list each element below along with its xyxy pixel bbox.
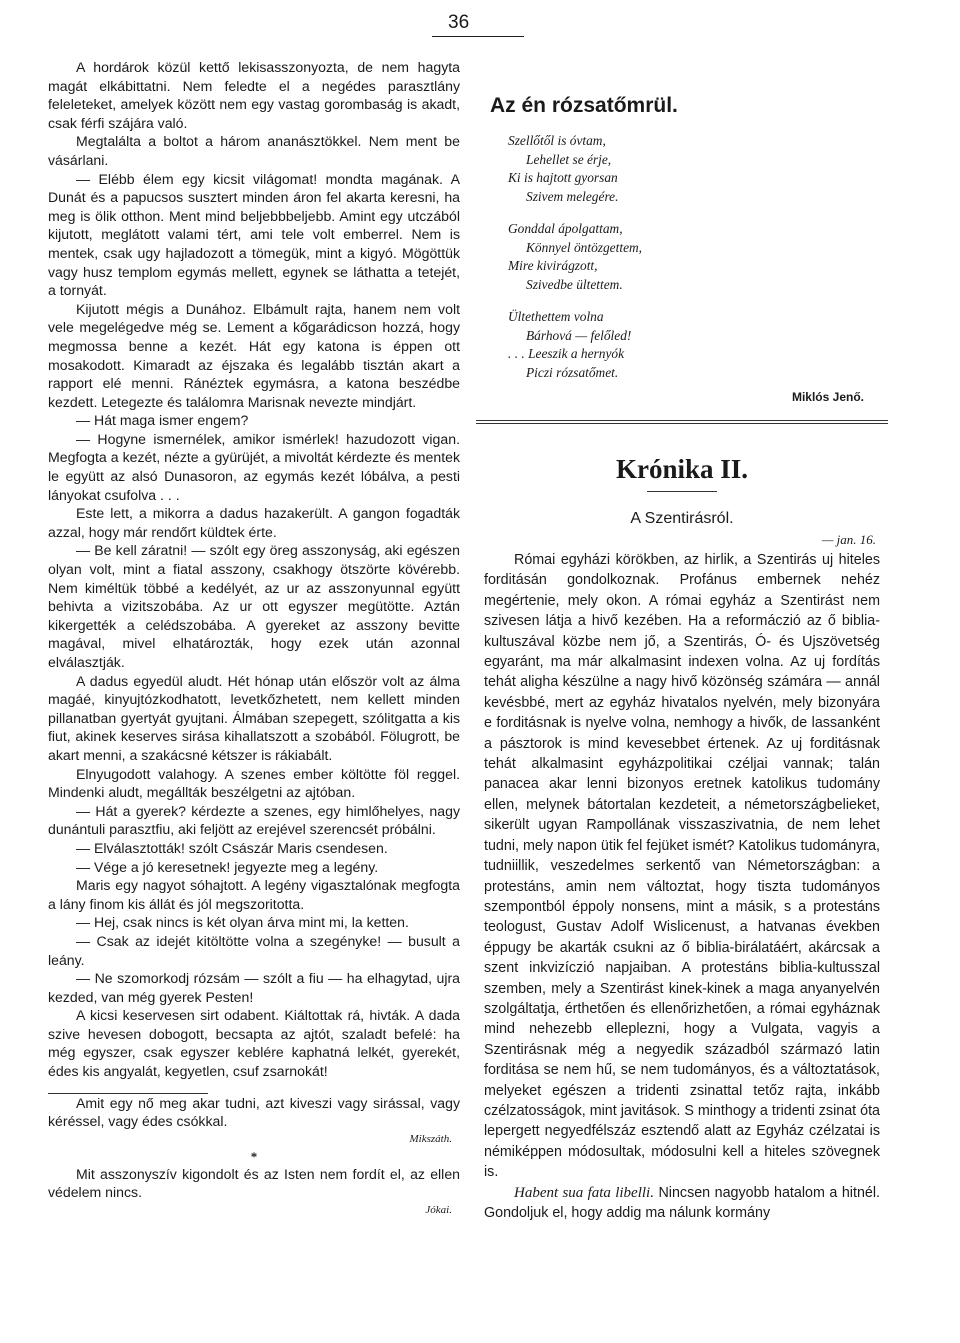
footnote-separator: *	[250, 1148, 258, 1164]
story-paragraph: — Csak az idejét kitöltötte volna a szegényke! — busult a leány.	[48, 932, 460, 968]
story-column	[48, 58, 460, 1216]
story-text	[48, 58, 460, 1081]
latin-quote: Habent sua fata libelli.	[514, 1184, 654, 1201]
story-paragraph: — Elválasztották! szólt Császár Maris csendesen.	[76, 839, 388, 856]
story-paragraph: Megtalálta a boltot a három ananásztökkel. Nem ment be vásárlani.	[48, 133, 460, 168]
chronicle-text	[484, 550, 880, 1183]
footnote-author-2: Jókai.	[425, 1204, 452, 1217]
poem-line: Mire kivirágzott,	[508, 258, 598, 273]
poem-line: Könnyel öntözgettem,	[526, 239, 643, 255]
final-text: Nincsen nagyobb hatalom a hitnél. Gondoljuk el, hogy addig ma nálunk kormány	[484, 1184, 880, 1221]
header-rule	[432, 36, 524, 37]
poem-line: Lehellet se érje,	[526, 151, 612, 167]
story-paragraph: — Hej, csak nincs is két olyan árva mint mi, la ketten.	[76, 914, 409, 931]
chronicle-dateline: — jan. 16.	[821, 532, 876, 547]
poem-stanza	[508, 220, 880, 294]
poem-line: . . . Leeszik a hernyók	[508, 346, 625, 361]
story-paragraph: — Vége a jó keresetnek! jegyezte meg a legény.	[76, 858, 379, 875]
footnote-author-1: Mikszáth.	[409, 1132, 452, 1145]
story-paragraph: — Be kell záratni! — szólt egy öreg asszonyság, aki egészen olyan volt, mint a fiatal asszony, csakhogy ötszörte kövérebb. Nem kiméltük többé a kedélyét, az ur az asszonyunnal együtt behivta a vizitszobába. Az ur ott egyszer megütötte. Aztán kikergették a celédszobába. A gyereket az asszony bevitte magával, mivel elhatározták, hogy ezek után azonnal elválasztják.	[48, 542, 460, 670]
footnote-quote-1: Amit egy nő meg akar tudni, azt kiveszi vagy sirással, vagy kéréssel, vagy édes csókkal.	[48, 1094, 460, 1130]
story-paragraph: Elnyugodott valahogy. A szenes ember költötte föl reggel. Mindenki aludt, megállták beszélgetni az ajtóban.	[48, 765, 460, 801]
section-divider	[476, 420, 888, 424]
poem-title: Az én rózsatőmrül.	[490, 94, 678, 117]
title-rule	[647, 491, 717, 492]
story-paragraph: A hordárok közül kettő lekisasszonyozta, de nem hagyta magát elkábittatni. Nem feledte el a negédes parasztlány feleleteket, amelyek között nem egy vastag gorombaság is akadt, csak férfi szájára való.	[48, 59, 460, 131]
poem-line: Bárhová — felőled!	[526, 327, 632, 343]
chronicle-subtitle: A Szentirásról.	[630, 510, 734, 527]
story-paragraph: Kijutott mégis a Dunához. Elbámult rajta, hanem nem volt vele megelégedve még se. Lement a kőgarádicson hozzá, hogy megmossa benne a kezét. Hát egy katona is éppen ott mosakodott. Kimaradt az éjszaka és legalább tisztán akart a rapport elé menni. Ránéztek egymásra, a katona beszédbe kezdett. Letegezte és találomra Marisnak nevezte mindjárt.	[48, 300, 460, 410]
story-paragraph: — Ne szomorkodj rózsám — szólt a fiu — ha elhagytad, ujra kezded, van még gyerek Pesten!	[48, 970, 460, 1005]
story-paragraph: — Hát maga ismer engem?	[76, 412, 249, 429]
poem-line: Szellőtől is óvtam,	[508, 133, 606, 148]
chronicle-paragraph: Római egyházi körökben, az hirlik, a Szentirás uj hiteles forditásán gondolkoznak. Profánus embernek nehéz megértenie, mely okon. A római egyház a Szentirást nem szivesen látja a hivő kezében. Ha a reformáczió az ő biblia-kultuszával közbe nem jő, a Szentirás, Ó- és Ujszövetség egyaránt, ma már alkalmasint indexen volna. Az uj fordítás tehát aligha készülne a nagy hivő közönség számára — annál kevésbbé, mert az egyház hivatalos nyelvén, mely bizonyára e forditásnak is nyelve volna, nemhogy a hivők, de lassanként a pásztorok is mind kevesebbet értenek. Az uj forditásnak tehát alkalmasint egyházpolitikai czéljai vannak; talán panacea akar lenni bizonyos eretnek katolikus tudomány ellen, melynek bátortalan kezdeteit, a németországbelieket, sikerült ugyan Rampollának visszaszivatnia, de nem lehet tudni, mely napon ütik fel fejüket ismét? Katolikus tudományra, tudniillik, veszedelmes serkentő van Németországban: a protestáns, amin nem változtat, hogy tiszta tudományos szempontból éppoly nonsens, mint a másik, s a protestáns teologust, Gustav Adolf Wislicenust, a hatvanas években éppugy be akarták csukni az ő biblia-birálatáért, akárcsak a szent inkvizíczió napjaiban. A protestáns biblia-kultusszal szemben, mely a Szentirást kinek-kinek a maga anyanyelvén szolgáltatja, érthetően és ellenőrizhetően, a római egyháznak mind nehezebb elleplezni, hogy a Vulgata, vagyis a Szentirásnak még a negyedik századból származó latin forditása se nem hű, se nem tudományos, és a változtatások, melyeket egészen a tridenti zsinattal tetőz rajta, inkább czélzatosságok, mint javitások. S minthogy a tridenti zsinat óta lepergett negyedfélszáz esztendő alatt az Egyház czélzatai is némiképpen módosultak, módosulni kell a hiteles szövegnek is.	[484, 552, 880, 1181]
poem-line: Szivedbe ültettem.	[526, 276, 623, 292]
story-paragraph: — Hogyne ismernélek, amikor ismérlek! hazudozott vigan. Megfogta a kezét, nézte a gyürüjét, a mivoltát kérdezte és mentek le együtt az alsó Dunasoron, az egymás kezét lóbálva, a pesti lányokat csufolva . . .	[48, 430, 460, 503]
poem-author: Miklós Jenő.	[791, 390, 864, 404]
footnote-quote-2: Mit asszonyszív kigondolt és az Isten nem fordít el, az ellen védelem nincs.	[48, 1165, 460, 1201]
poem-body	[484, 132, 880, 382]
story-paragraph: A kicsi keservesen sirt odabent. Kiáltottak rá, hivták. A dada szive hevesen dobogott, becsapta az ajtót, szaladt befelé: ha még egyszer, csak egyszer keblére kaphatná lelkét, gyerekét, édes kis angyalát, kegyetlen, csuf zsarnokát!	[48, 1007, 460, 1080]
story-paragraph: A dadus egyedül aludt. Hét hónap után először volt az álma magáé, kinyujtózkodhatott, levetkőzhetett, nem kellett minden pillanatban gyertyát gyujtani. Álmában szepegett, szólitgatta a kis fiut, akinek keserves sirása kihallatszott a szobából. Fölugrott, be akart menni, a szakácsné kétszer is rákiabált.	[48, 672, 460, 763]
poem-stanza	[508, 308, 880, 382]
poem-stanza	[508, 132, 880, 206]
story-paragraph: — Hát a gyerek? kérdezte a szenes, egy himlőhelyes, nagy dunántuli parasztfiu, aki feljött az erejével szerencsét próbálni.	[48, 802, 460, 838]
poem-line: Ki is hajtott gyorsan	[508, 170, 618, 185]
right-column	[484, 58, 880, 1223]
poem-line: Ültethettem volna	[508, 309, 604, 324]
chronicle-title: Krónika II.	[615, 454, 749, 484]
story-paragraph: — Elébb élem egy kicsit világomat! mondta magának. A Dunát és a papucsos susztert minden áron fel akarta keresni, ha meg is ölik otthon. Ment mind beljebbbeljebb. Amint egy utczából kijutott, meglátott valami tért, ami tele volt emberrel. Nem is mentek, csak ugy hajladozott a tömegük, mint a kigyó. Mögöttük vagy husz templom egymás mellett, egynek se láthatta a tetejét, a tornyát.	[48, 170, 460, 299]
poem-line: Gonddal ápolgattam,	[508, 221, 623, 236]
poem-line: Szivem melegére.	[526, 188, 619, 204]
chronicle-final-paragraph	[484, 1183, 880, 1224]
story-paragraph: Este lett, a mikorra a dadus hazakerült. A gangon fogadták azzal, hogy már rendőrt küldtek érte.	[48, 505, 460, 540]
story-paragraph: Maris egy nagyot sóhajtott. A legény vigasztalónak megfogta a lány finom kis állát és jól megszoritotta.	[48, 877, 460, 912]
poem-line: Piczi rózsatőmet.	[526, 364, 619, 380]
page-number: 36	[448, 12, 470, 33]
